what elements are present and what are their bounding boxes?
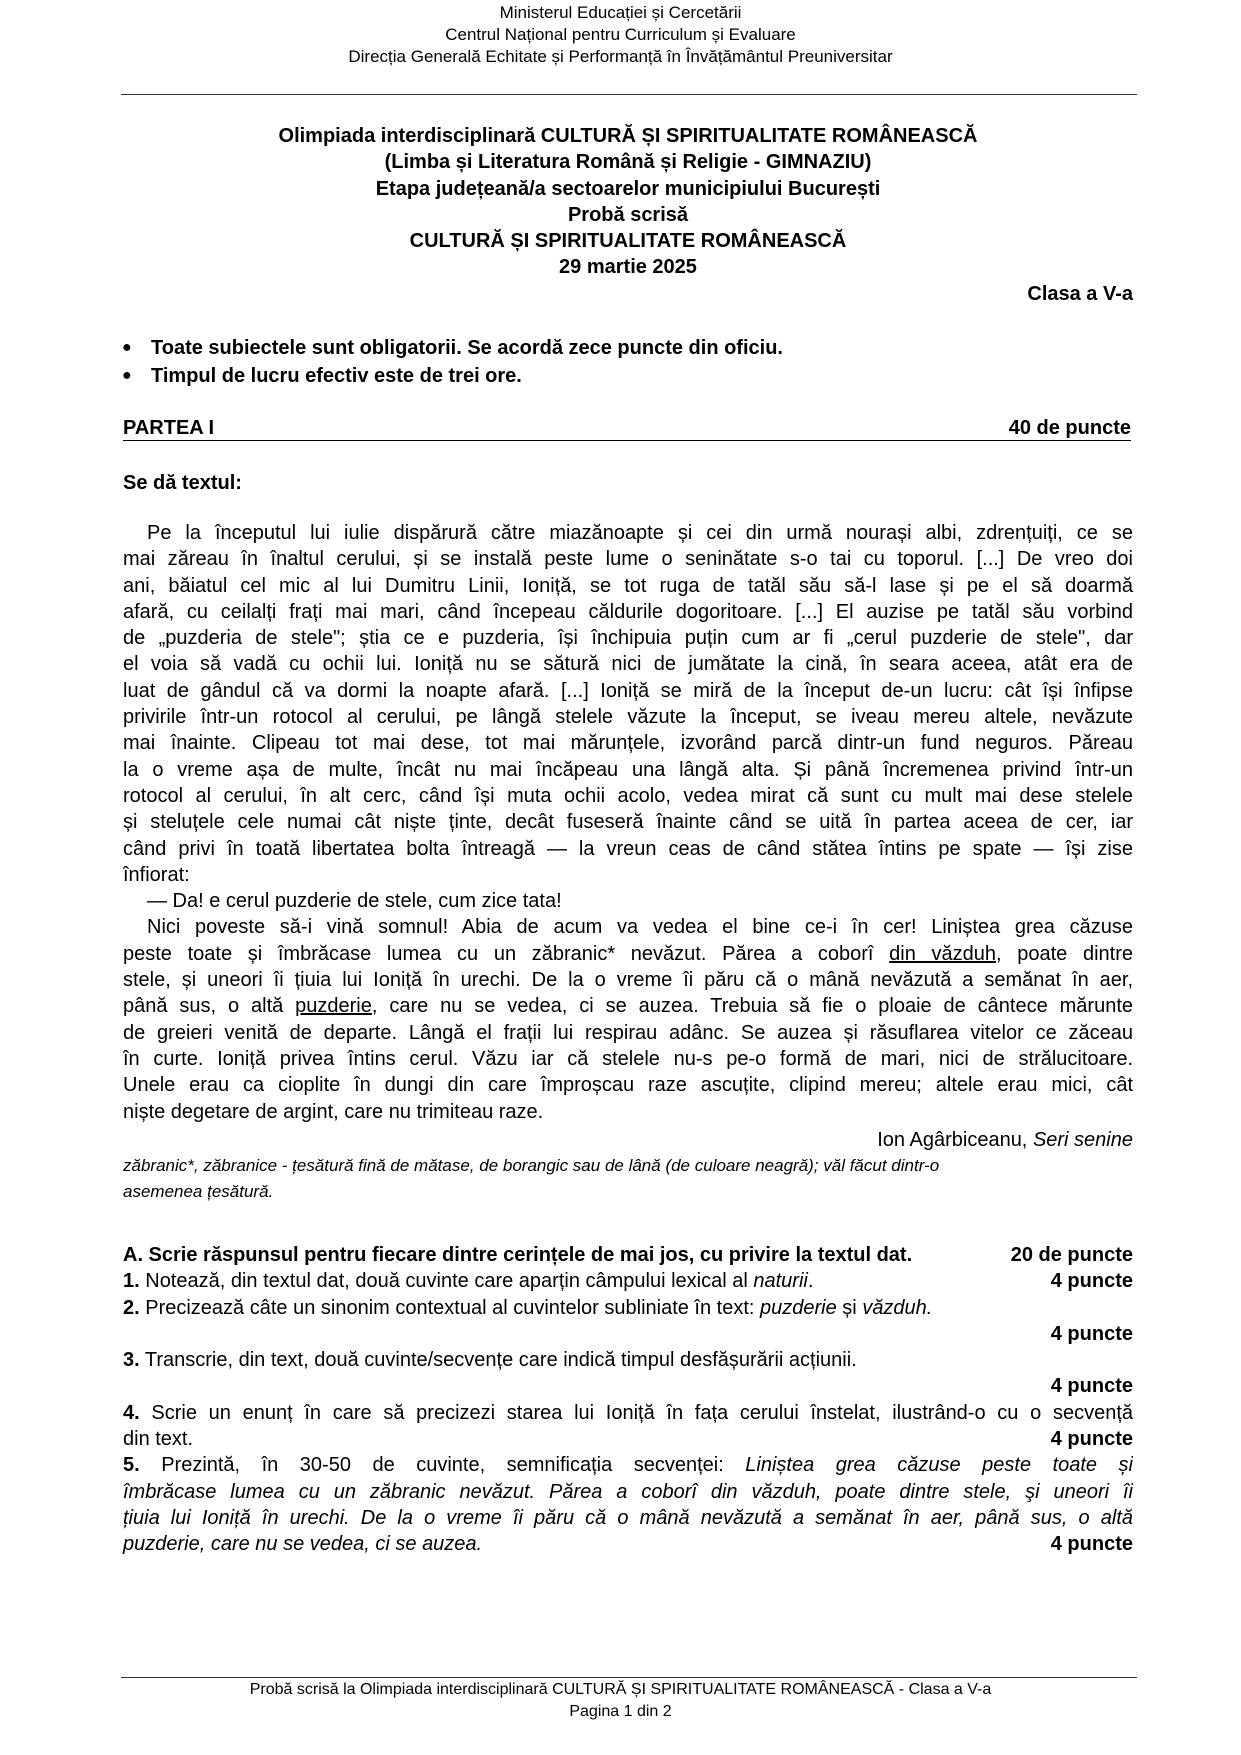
passage-line [123,651,1133,677]
question-text: . [807,1270,814,1293]
passage-line [123,836,1133,862]
section-a [123,1242,1133,1558]
footnote-line: asemenea țesătură. [123,1182,274,1201]
question-3 [123,1347,1133,1373]
passage-line [123,914,1133,940]
passage-text: în curte. Ioniță privea întins cerul. Văzu iar că stelele nu-s pe-o formă de mari, nici de strălucitoare. [123,1047,1133,1070]
passage-line [123,546,1133,572]
passage-line [123,967,1133,993]
passage-text: la o vreme așa de multe, încât nu mai încăpeau una lângă alta. Și până încremenea privind într-un [123,758,1133,781]
passage-line [123,941,1133,967]
question-text: din text. [123,1428,194,1451]
section-a-heading [123,1242,1133,1268]
passage-line [123,862,1133,888]
part-label: PARTEA I [123,417,215,439]
header-divider [121,94,1137,95]
passage-text: luat de gândul că va dormi la noapte afară. [...] Ioniță se miră de la început de-un lucru: cât își înfipse [123,679,1133,702]
passage-line [123,704,1133,730]
question-number: 4. [123,1401,140,1424]
title-line: Probă scrisă [567,203,689,226]
question-quote: îmbrăcase lumea cu un zăbranic nevăzut. Părea a coborî din văzduh, poate dintre stele, şi uneori îi [123,1480,1133,1503]
question-points: 4 puncte [1050,1533,1133,1556]
page-number: Pagina 1 din 2 [569,1703,672,1720]
passage-text: afară, cu ceilalți frați mai mari, când începeau căldurile dogoritoare. [...] El auzise pe tatăl său vorbind [123,600,1133,623]
source-citation [123,1127,1133,1153]
passage-line [123,625,1133,651]
source-author: Ion Agârbiceanu, [877,1129,1033,1151]
underlined-word: din văzduh [889,942,997,965]
passage-line [123,1046,1133,1072]
question-emphasis: puzderie [760,1296,837,1319]
question-4 [123,1400,1133,1426]
passage-line [123,809,1133,835]
passage-text: — Da! e cerul puzderie de stele, cum zice tata! [147,890,562,913]
question-points: 4 puncte [1050,1270,1133,1293]
instruction-item [122,334,783,362]
part-heading [123,415,1131,441]
footnote-line: zăbranic*, zăbranice - țesătură fină de mătase, de borangic sau de lână (de culoare neagră); văl făcut dintr-o [123,1156,940,1175]
passage-text: Unele erau ca cioplite în dungi din care împroșcau raze ascuțite, clipind mereu; altele erau mici, cât [123,1074,1133,1097]
passage-line [123,678,1133,704]
text-intro: Se dă textul: [123,472,242,494]
footer-divider [121,1677,1137,1678]
passage-line [123,599,1133,625]
instruction-text: Toate subiectele sunt obligatorii. Se acordă zece puncte din oficiu. [151,337,783,359]
instruction-text: Timpul de lucru efectiv este de trei ore. [151,365,522,387]
passage-text: mai zăreau în înaltul cerului, și se instală peste lume o seninătate s-o tai cu toporul. [...] De vreo doi [123,548,1133,571]
question-points: 4 puncte [1050,1428,1133,1451]
question-number: 2. [123,1296,140,1319]
title-line: 29 martie 2025 [559,256,697,279]
passage-line [123,1020,1133,1046]
header-center: Centrul Național pentru Curriculum și Evaluare [445,25,796,44]
passage-line [123,1072,1133,1098]
source-work: Seri senine [1032,1129,1133,1151]
question-text: Transcrie, din text, două cuvinte/secvențe care indică timpul desfășurării acțiunii. [139,1349,857,1372]
question-points: 4 puncte [1050,1375,1133,1398]
passage-line [123,1099,1133,1125]
instruction-item [122,362,783,390]
header-directorate: Direcția Generală Echitate și Performanță în Învățământul Preuniversitar [348,47,893,66]
question-text: Prezintă, în 30-50 de cuvinte, semnificația secvenței: [139,1454,746,1477]
passage-text: Nici poveste să-i vină somnul! Abia de acum va vedea el bine ce-i în cer! Liniștea grea căzuse [147,916,1133,939]
passage-line [123,520,1133,546]
passage-text: rotocol al cerului, în alt cerc, când își muta ochii acolo, vedea mirat că sunt cu mult mai dese stelele [123,784,1133,807]
question-number: 3. [123,1349,140,1372]
footer-title: Probă scrisă la Olimpiada interdisciplinară CULTURĂ ȘI SPIRITUALITATE ROMÂNEASCĂ - Clasa a V-a [249,1681,992,1698]
passage-text: , poate dintre [996,942,1133,965]
passage-line [123,757,1133,783]
header-ministry: Ministerul Educației și Cercetării [499,3,742,22]
question-text: Scrie un enunț în care să precizezi starea lui Ioniță în fața cerului înstelat, ilustrând-o cu o secvență [139,1401,1133,1424]
question-number: 5. [123,1454,140,1477]
passage [123,520,1133,1125]
question-emphasis: naturii [753,1270,808,1293]
passage-text: privirile într-un rotocol al cerului, pe lângă stelele văzute la început, se iveau mereu altele, nevăzute [123,706,1133,729]
passage-line [123,783,1133,809]
question-text: și [836,1296,863,1319]
passage-text: ani, băiatul cel mic al lui Dumitru Linii, Ioniță, se tot ruga de tatăl său să-l lase și pe el să doarmă [123,574,1133,597]
passage-text: și steluțele cele numai cât niște ținte, decât fuseseră înainte când se uită în partea aceea de cer, iar [123,811,1133,834]
question-text: Notează, din textul dat, două cuvinte care aparțin câmpului lexical al [139,1270,754,1293]
passage-text: , care nu se vedea, ci se auzea. Trebuia să fie o ploaie de cântece mărunte [371,995,1133,1018]
question-quote: Liniștea grea căzuse peste toate și [745,1454,1133,1477]
question-number: 1. [123,1270,140,1293]
class-label: Clasa a V-a [1027,283,1133,305]
title-line: Etapa județeană/a sectoarelor municipiului București [375,177,881,200]
bullet-icon: ● [122,339,132,356]
question-5 [123,1452,1133,1478]
passage-line [123,730,1133,756]
passage-line [123,888,1133,914]
title-line: Olimpiada interdisciplinară CULTURĂ ȘI SPIRITUALITATE ROMÂNEASCĂ [278,125,978,147]
passage-text: când privi în toată libertatea bolta întreagă — la vreun ceas de când stătea întins pe spate — își zise [123,837,1133,860]
passage-text: peste toate și îmbrăcase lumea cu un zăbranic* nevăzut. Părea a coborî [123,942,890,965]
footnote [123,1153,1133,1205]
question-points: 4 puncte [1050,1322,1133,1345]
passage-text: Pe la începutul lui iulie dispărură către miazănoapte și cei din urmă nourași albi, zdrențuiți, ce se [147,522,1133,544]
passage-text: până sus, o altă [123,995,296,1018]
section-a-instruction: A. Scrie răspunsul pentru fiecare dintre cerințele de mai jos, cu privire la textul dat. [123,1244,913,1266]
section-a-points: 20 de puncte [1010,1244,1133,1266]
question-quote: puzderie, care nu se vedea, ci se auzea. [123,1533,483,1556]
exam-title [0,123,1241,281]
question-2 [123,1295,1133,1321]
title-line: CULTURĂ ȘI SPIRITUALITATE ROMÂNEASCĂ [409,230,847,253]
passage-text: de „puzderia de stele"; știa ce e puzderia, își închipuia puțin cum ar fi „cerul puzderie de stele", dar [123,627,1133,650]
bullet-icon: ● [122,367,132,384]
passage-line [123,573,1133,599]
underlined-word: puzderie [295,995,372,1018]
passage-text: de greieri venită de departe. Lângă el frații lui respirau adânc. Se auzea și răsuflarea vitelor ce zăceau [123,1021,1133,1044]
passage-text: înfiorat: [123,863,190,886]
page-footer [0,1679,1241,1723]
question-emphasis: văzduh. [862,1296,933,1319]
passage-text: niște degetare de argint, care nu trimiteau raze. [123,1100,544,1123]
page-header [0,2,1241,68]
passage-line [123,993,1133,1019]
passage-text: el voia să vadă cu ochii lui. Ioniță nu se sătură nici de jumătate la cină, în seara aceea, atât era de [123,653,1133,676]
question-text: Precizează câte un sinonim contextual al cuvintelor subliniate în text: [139,1296,761,1319]
title-line: (Limba și Literatura Română și Religie - GIMNAZIU) [384,151,872,174]
instructions [122,334,783,390]
question-1 [123,1268,1133,1294]
passage-text: mai înainte. Clipeau tot mai dese, tot mai mărunțele, izvorând parcă dintr-un fund neguros. Păreau [123,732,1133,755]
passage-text: stele, și uneori îi țiuia lui Ioniță în urechi. De la o vreme îi păru că o mână nevăzută a semănat în aer, [123,969,1133,992]
part-points: 40 de puncte [1008,417,1131,439]
question-quote: țiuia lui Ioniță în urechi. De la o vreme îi păru că o mână nevăzută a semănat în aer, până sus, o altă [123,1506,1133,1529]
